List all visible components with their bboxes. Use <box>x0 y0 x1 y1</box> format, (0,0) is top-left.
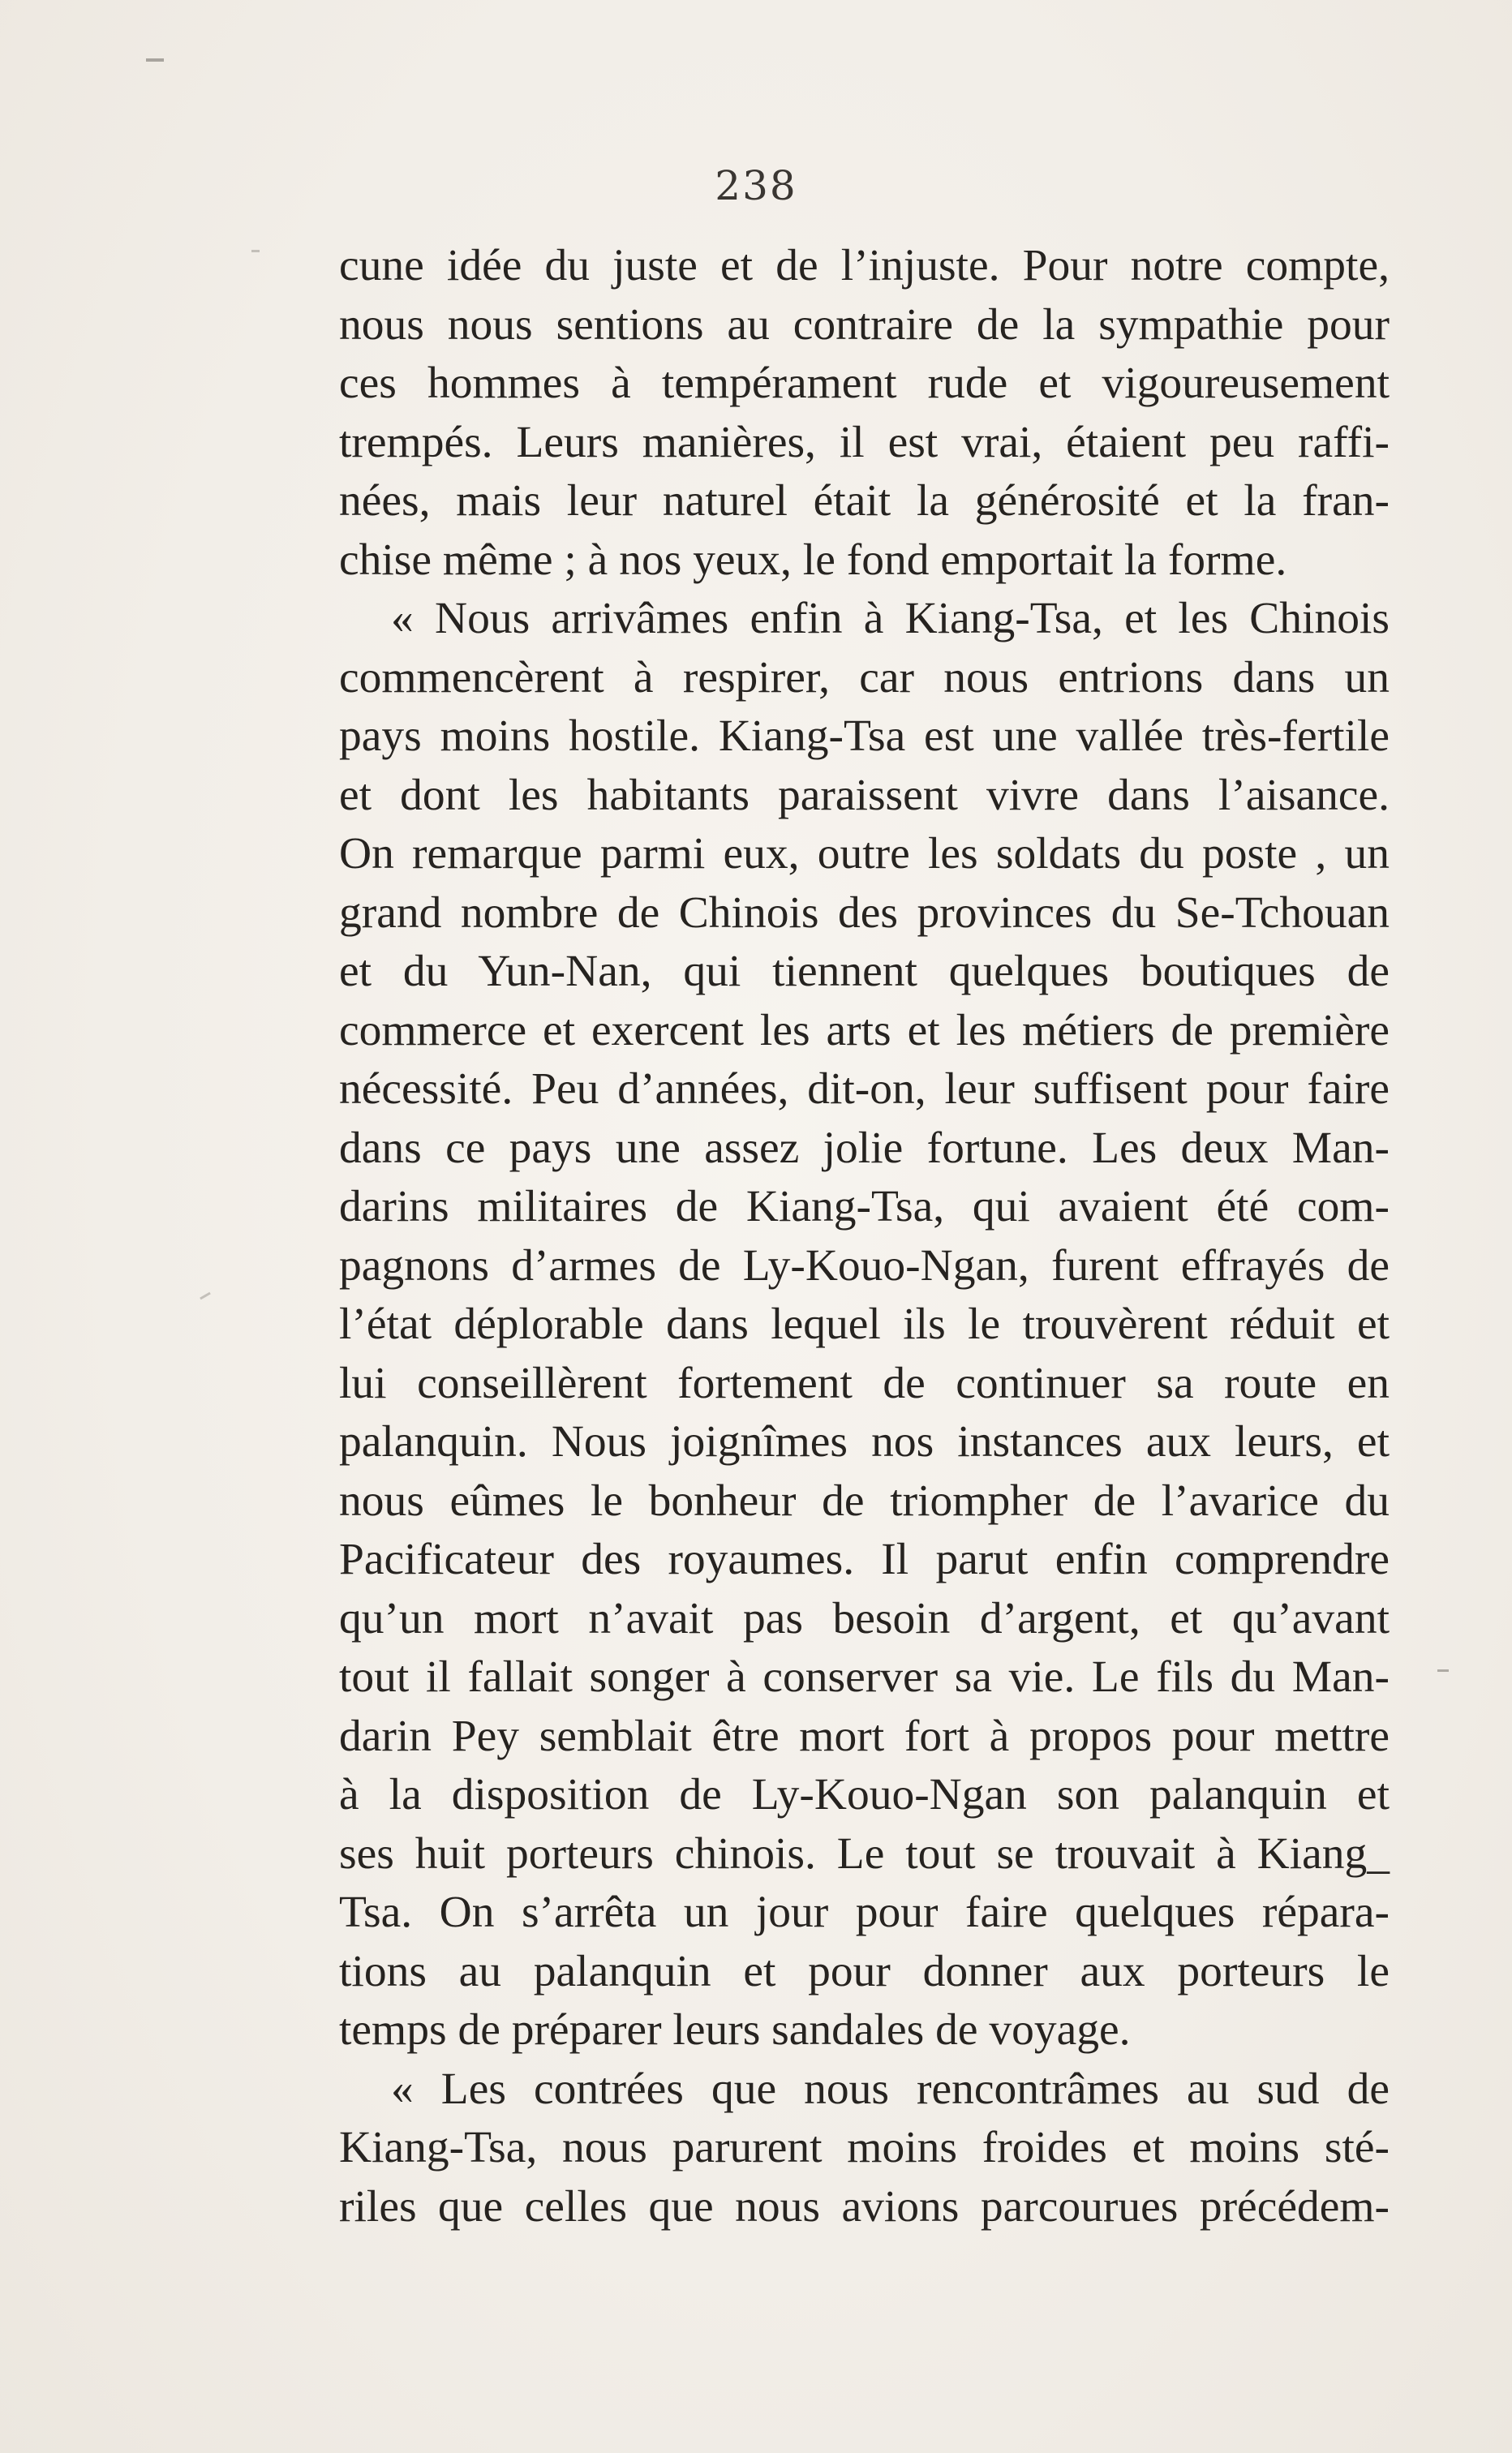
text-line: riles que celles que nous avions parcourues précédem- <box>339 2181 1390 2232</box>
text-line: tout il fallait songer à conserver sa vie. Le fils du Man- <box>339 1652 1390 1702</box>
text-line: ces hommes à tempérament rude et vigoureusement <box>339 359 1390 408</box>
text-line: Pacificateur des royaumes. Il parut enfin comprendre <box>339 1535 1390 1584</box>
text-line: pagnons d’armes de Ly-Kouo-Ngan, furent effrayés de <box>339 1240 1390 1291</box>
text-line: trempés. Leurs manières, il est vrai, étaient peu raffi- <box>339 417 1390 467</box>
paper-speck <box>1437 1669 1449 1672</box>
text-line: ses huit porteurs chinois. Le tout se trouvait à Kiang_ <box>339 1828 1390 1879</box>
text-line: chise même ; à nos yeux, le fond emportait la forme. <box>339 535 1287 585</box>
text-line: Tsa. On s’arrêta un jour pour faire quelques répara- <box>339 1888 1390 1937</box>
page-number: 238 <box>715 162 797 209</box>
text-line: et dont les habitants paraissent vivre dans l’aisance. <box>339 770 1390 820</box>
text-line: grand nombre de Chinois des provinces du Se-Tchouan <box>339 887 1390 938</box>
text-line: à la disposition de Ly-Kouo-Ngan son palanquin et <box>339 1770 1390 1819</box>
text-line: nous nous sentions au contraire de la sympathie pour <box>339 299 1390 350</box>
text-line: nées, mais leur naturel était la générosité et la fran- <box>339 476 1390 526</box>
text-line: nécessité. Peu d’années, dit-on, leur suffisent pour faire <box>339 1064 1390 1114</box>
text-line: palanquin. Nous joignîmes nos instances aux leurs, et <box>339 1417 1390 1467</box>
text-line: l’état déplorable dans lequel ils le trouvèrent réduit et <box>339 1300 1390 1349</box>
text-line: et du Yun-Nan, qui tiennent quelques boutiques de <box>339 947 1390 996</box>
text-line: pays moins hostile. Kiang-Tsa est une vallée très-fertile <box>339 711 1390 761</box>
paper-speck <box>200 1292 211 1300</box>
paper-speck <box>251 250 260 252</box>
text-line: temps de préparer leurs sandales de voyage. <box>339 2005 1131 2055</box>
text-line: Kiang-Tsa, nous parurent moins froides et moins sté- <box>339 2123 1390 2172</box>
text-line: nous eûmes le bonheur de triompher de l’avarice du <box>339 1476 1390 1526</box>
text-line: lui conseillèrent fortement de continuer sa route en <box>339 1358 1390 1408</box>
text-line: darins militaires de Kiang-Tsa, qui avaient été com- <box>339 1182 1390 1231</box>
text-line: commencèrent à respirer, car nous entrions dans un <box>339 652 1390 702</box>
text-line: darin Pey semblait être mort fort à propos pour mettre <box>339 1711 1390 1761</box>
text-line: « Les contrées que nous rencontrâmes au sud de <box>391 2064 1390 2114</box>
body-text <box>339 237 1390 2236</box>
paper-speck <box>146 58 164 62</box>
text-line: On remarque parmi eux, outre les soldats du poste , un <box>339 829 1390 879</box>
text-line: qu’un mort n’avait pas besoin d’argent, et qu’avant <box>339 1593 1390 1643</box>
text-line: « Nous arrivâmes enfin à Kiang-Tsa, et les Chinois <box>391 594 1390 643</box>
text-line: tions au palanquin et pour donner aux porteurs le <box>339 1946 1390 1996</box>
text-line: cune idée du juste et de l’injuste. Pour notre compte, <box>339 241 1390 290</box>
text-line: commerce et exercent les arts et les métiers de première <box>339 1005 1390 1055</box>
text-line: dans ce pays une assez jolie fortune. Les deux Man- <box>339 1123 1390 1173</box>
